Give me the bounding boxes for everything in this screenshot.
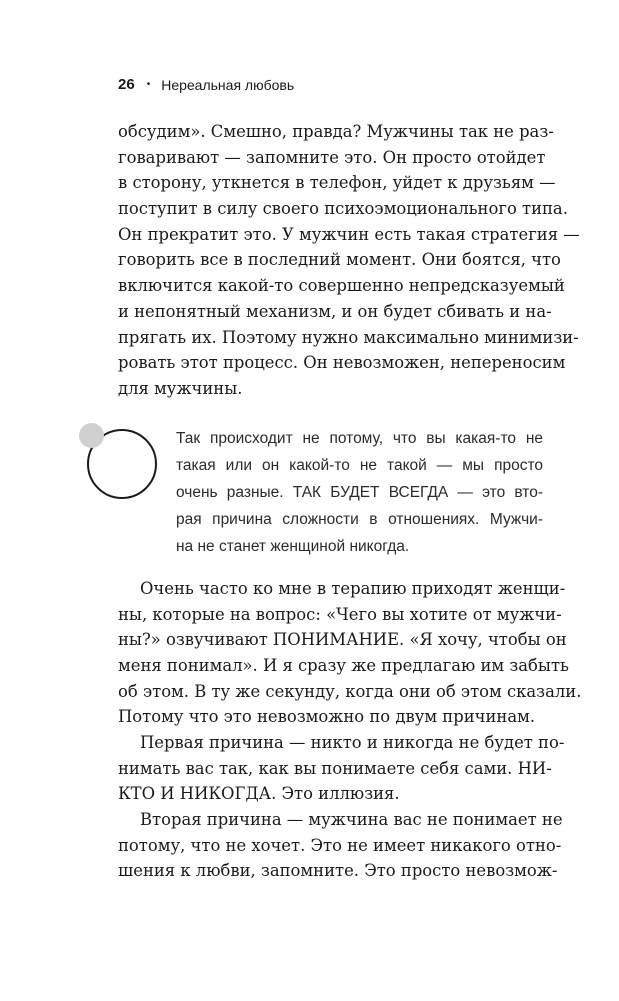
text-line: потому, что не хочет. Это не имеет никакого отно- [118,835,562,855]
text-line: Первая причина — никто и никогда не будет по- [140,733,565,752]
text-line: КТО И НИКОГДА. Это иллюзия. [118,784,400,804]
paragraph-1 [118,119,580,402]
header-separator: • [146,79,151,90]
text-line: Он прекратит это. У мужчин есть такая стратегия — [118,224,580,244]
text-line: включится какой-то совершенно непредсказуемый [118,276,565,296]
text-line: ровать этот процесс. Он невозможен, непереносим [118,353,566,373]
text-line: поступит в силу своего психоэмоционального типа. [118,199,568,219]
text-line: меня понимал». И я сразу же предлагаю им забыть [118,656,569,676]
text-line: Вторая причина — мужчина вас не понимает не [140,810,563,829]
text-line: шения к любви, запомните. Это просто невозмож- [118,861,558,881]
text-line: Потому что это невозможно по двум причинам. [118,707,536,727]
text-line: обсудим». Смешно, правда? Мужчины так не раз- [118,122,554,141]
callout-line: Так происходит не потому, что вы какая-то не [176,430,543,447]
paragraph-3 [118,730,565,807]
callout-line: очень разные. ТАК БУДЕТ ВСЕГДА — это вто- [176,484,543,501]
text-line: нимать вас так, как вы понимаете себя сами. НИ- [118,758,552,778]
running-header [118,76,294,93]
text-line: прягать их. Поэтому нужно максимально минимизи- [118,327,579,347]
callout-dot-icon [79,423,104,448]
text-line: ны, которые на вопрос: «Чего вы хотите от мужчи- [118,604,562,624]
text-line: об этом. В ту же секунду, когда они об этом сказали. [118,681,582,701]
text-line: говорить все в последний момент. Они боятся, что [118,250,561,270]
text-line: и непонятный механизм, и он будет сбивать и на- [118,301,552,321]
text-line: говаривают — запомните это. Он просто отойдет [118,147,546,167]
callout-line: такая или он какой-то не такой — мы просто [176,457,543,474]
paragraph-4 [118,807,563,884]
text-line: в сторону, уткнется в телефон, уйдет к друзьям — [118,173,556,193]
text-line: Очень часто ко мне в терапию приходят женщи- [140,579,566,598]
chapter-title: Нереальная любовь [161,76,295,93]
callout-line: на не станет женщиной никогда. [176,538,410,555]
paragraph-2 [118,576,582,730]
page-number: 26 [118,76,135,93]
text-line: ны?» озвучивают ПОНИМАНИЕ. «Я хочу, чтобы он [118,630,567,650]
callout-box [176,425,543,560]
text-line: для мужчины. [118,378,243,398]
callout-line: рая причина сложности в отношениях. Мужчи- [176,511,543,528]
